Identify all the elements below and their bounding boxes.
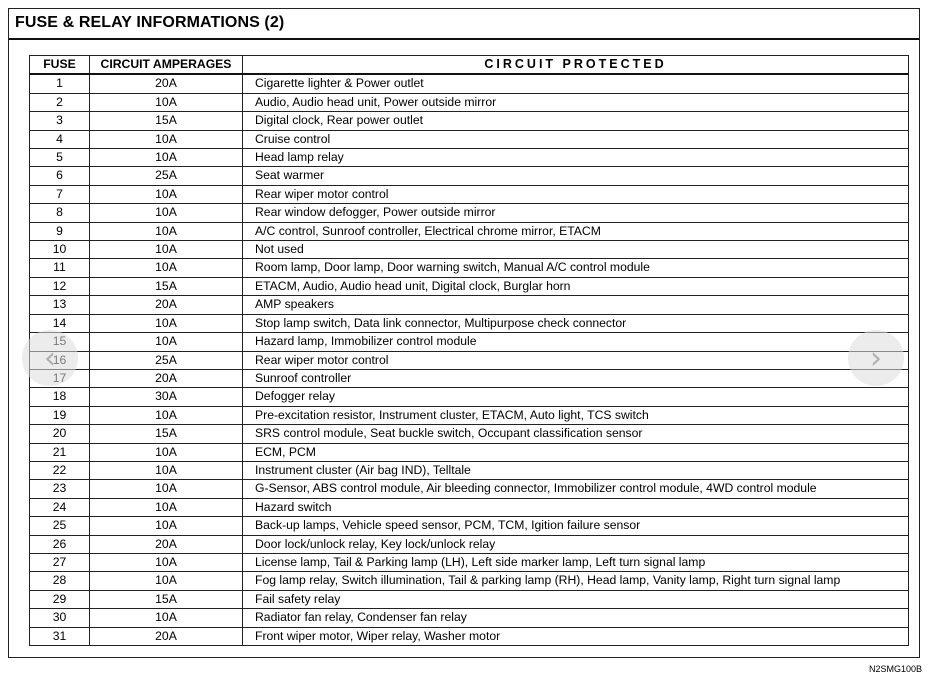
table-row xyxy=(30,406,909,424)
table-row xyxy=(30,425,909,443)
amperage-cell: 10A xyxy=(90,259,243,277)
circuit-cell: Rear wiper motor control xyxy=(243,185,909,203)
table-row xyxy=(30,535,909,553)
circuit-cell: Rear wiper motor control xyxy=(243,351,909,369)
table-row xyxy=(30,553,909,571)
table-row xyxy=(30,351,909,369)
chevron-left-icon: ‹ xyxy=(44,340,56,376)
circuit-cell: Cruise control xyxy=(243,130,909,148)
table-row xyxy=(30,167,909,185)
fuse-number-cell: 4 xyxy=(30,130,90,148)
document-code: N2SMG100B xyxy=(868,664,922,674)
amperage-cell: 15A xyxy=(90,425,243,443)
header-fuse: FUSE xyxy=(30,56,90,75)
amperage-cell: 30A xyxy=(90,388,243,406)
circuit-cell: Fail safety relay xyxy=(243,590,909,608)
circuit-cell: Audio, Audio head unit, Power outside mirror xyxy=(243,93,909,111)
next-page-button[interactable] xyxy=(848,330,904,386)
circuit-cell: Fog lamp relay, Switch illumination, Tail & parking lamp (RH), Head lamp, Vanity lamp, Right turn signal lamp xyxy=(243,572,909,590)
amperage-cell: 10A xyxy=(90,406,243,424)
fuse-number-cell: 28 xyxy=(30,572,90,590)
table-row xyxy=(30,222,909,240)
amperage-cell: 10A xyxy=(90,480,243,498)
table-row xyxy=(30,314,909,332)
amperage-cell: 15A xyxy=(90,277,243,295)
table-row xyxy=(30,443,909,461)
table-row xyxy=(30,480,909,498)
circuit-cell: Room lamp, Door lamp, Door warning switch, Manual A/C control module xyxy=(243,259,909,277)
circuit-cell: Hazard lamp, Immobilizer control module xyxy=(243,333,909,351)
table-row xyxy=(30,259,909,277)
circuit-cell: Cigarette lighter & Power outlet xyxy=(243,74,909,93)
fuse-number-cell: 11 xyxy=(30,259,90,277)
table-row xyxy=(30,517,909,535)
fuse-number-cell: 5 xyxy=(30,149,90,167)
circuit-cell: Instrument cluster (Air bag IND), Telltale xyxy=(243,461,909,479)
circuit-cell: Front wiper motor, Wiper relay, Washer motor xyxy=(243,627,909,645)
fuse-number-cell: 9 xyxy=(30,222,90,240)
table-row xyxy=(30,461,909,479)
table-row xyxy=(30,388,909,406)
fuse-number-cell: 25 xyxy=(30,517,90,535)
fuse-number-cell: 3 xyxy=(30,112,90,130)
amperage-cell: 15A xyxy=(90,590,243,608)
circuit-cell: Radiator fan relay, Condenser fan relay xyxy=(243,609,909,627)
amperage-cell: 20A xyxy=(90,74,243,93)
fuse-number-cell: 30 xyxy=(30,609,90,627)
table-row xyxy=(30,185,909,203)
circuit-cell: SRS control module, Seat buckle switch, Occupant classification sensor xyxy=(243,425,909,443)
header-amperage: CIRCUIT AMPERAGES xyxy=(90,56,243,75)
title-bar xyxy=(9,9,919,40)
header-circuit: CIRCUIT PROTECTED xyxy=(243,56,909,75)
table-row xyxy=(30,296,909,314)
table-row xyxy=(30,130,909,148)
amperage-cell: 10A xyxy=(90,572,243,590)
circuit-cell: Door lock/unlock relay, Key lock/unlock relay xyxy=(243,535,909,553)
table-row xyxy=(30,277,909,295)
fuse-relay-table xyxy=(29,55,909,646)
fuse-number-cell: 23 xyxy=(30,480,90,498)
fuse-number-cell: 22 xyxy=(30,461,90,479)
circuit-cell: ECM, PCM xyxy=(243,443,909,461)
fuse-number-cell: 26 xyxy=(30,535,90,553)
previous-page-button[interactable] xyxy=(22,330,78,386)
circuit-cell: Head lamp relay xyxy=(243,149,909,167)
table-row xyxy=(30,93,909,111)
circuit-cell: License lamp, Tail & Parking lamp (LH), Left side marker lamp, Left turn signal lamp xyxy=(243,553,909,571)
fuse-number-cell: 2 xyxy=(30,93,90,111)
amperage-cell: 10A xyxy=(90,517,243,535)
amperage-cell: 10A xyxy=(90,222,243,240)
amperage-cell: 10A xyxy=(90,553,243,571)
fuse-number-cell: 24 xyxy=(30,498,90,516)
circuit-cell: Stop lamp switch, Data link connector, Multipurpose check connector xyxy=(243,314,909,332)
table-row xyxy=(30,204,909,222)
circuit-cell: Sunroof controller xyxy=(243,369,909,387)
circuit-cell: G-Sensor, ABS control module, Air bleeding connector, Immobilizer control module, 4WD control module xyxy=(243,480,909,498)
amperage-cell: 25A xyxy=(90,167,243,185)
fuse-number-cell: 13 xyxy=(30,296,90,314)
amperage-cell: 10A xyxy=(90,204,243,222)
fuse-number-cell: 12 xyxy=(30,277,90,295)
fuse-number-cell: 19 xyxy=(30,406,90,424)
amperage-cell: 10A xyxy=(90,149,243,167)
fuse-number-cell: 14 xyxy=(30,314,90,332)
amperage-cell: 10A xyxy=(90,185,243,203)
fuse-number-cell: 20 xyxy=(30,425,90,443)
fuse-number-cell: 27 xyxy=(30,553,90,571)
circuit-cell: Defogger relay xyxy=(243,388,909,406)
amperage-cell: 20A xyxy=(90,369,243,387)
table-row xyxy=(30,572,909,590)
amperage-cell: 10A xyxy=(90,130,243,148)
table-body xyxy=(30,74,909,645)
amperage-cell: 10A xyxy=(90,461,243,479)
page-title: FUSE & RELAY INFORMATIONS (2) xyxy=(15,14,285,31)
fuse-number-cell: 8 xyxy=(30,204,90,222)
fuse-number-cell: 1 xyxy=(30,74,90,93)
table-row xyxy=(30,369,909,387)
fuse-number-cell: 31 xyxy=(30,627,90,645)
circuit-cell: AMP speakers xyxy=(243,296,909,314)
table-header-row xyxy=(30,56,909,75)
amperage-cell: 10A xyxy=(90,498,243,516)
amperage-cell: 10A xyxy=(90,314,243,332)
circuit-cell: Not used xyxy=(243,241,909,259)
table-row xyxy=(30,627,909,645)
amperage-cell: 25A xyxy=(90,351,243,369)
amperage-cell: 10A xyxy=(90,93,243,111)
amperage-cell: 20A xyxy=(90,296,243,314)
fuse-number-cell: 7 xyxy=(30,185,90,203)
circuit-cell: Hazard switch xyxy=(243,498,909,516)
fuse-number-cell: 6 xyxy=(30,167,90,185)
fuse-number-cell: 29 xyxy=(30,590,90,608)
table-row xyxy=(30,149,909,167)
circuit-cell: Pre-excitation resistor, Instrument cluster, ETACM, Auto light, TCS switch xyxy=(243,406,909,424)
amperage-cell: 10A xyxy=(90,443,243,461)
circuit-cell: Seat warmer xyxy=(243,167,909,185)
table-row xyxy=(30,112,909,130)
fuse-number-cell: 21 xyxy=(30,443,90,461)
table-row xyxy=(30,498,909,516)
circuit-cell: ETACM, Audio, Audio head unit, Digital clock, Burglar horn xyxy=(243,277,909,295)
amperage-cell: 20A xyxy=(90,627,243,645)
chevron-right-icon: › xyxy=(870,340,882,376)
circuit-cell: Back-up lamps, Vehicle speed sensor, PCM, TCM, Igition failure sensor xyxy=(243,517,909,535)
amperage-cell: 10A xyxy=(90,333,243,351)
table-row xyxy=(30,609,909,627)
table-row xyxy=(30,590,909,608)
fuse-number-cell: 18 xyxy=(30,388,90,406)
amperage-cell: 10A xyxy=(90,609,243,627)
table-row xyxy=(30,74,909,93)
amperage-cell: 20A xyxy=(90,535,243,553)
circuit-cell: Digital clock, Rear power outlet xyxy=(243,112,909,130)
amperage-cell: 15A xyxy=(90,112,243,130)
table-row xyxy=(30,241,909,259)
document-frame xyxy=(8,8,920,658)
amperage-cell: 10A xyxy=(90,241,243,259)
fuse-number-cell: 10 xyxy=(30,241,90,259)
circuit-cell: A/C control, Sunroof controller, Electrical chrome mirror, ETACM xyxy=(243,222,909,240)
circuit-cell: Rear window defogger, Power outside mirror xyxy=(243,204,909,222)
table-row xyxy=(30,333,909,351)
